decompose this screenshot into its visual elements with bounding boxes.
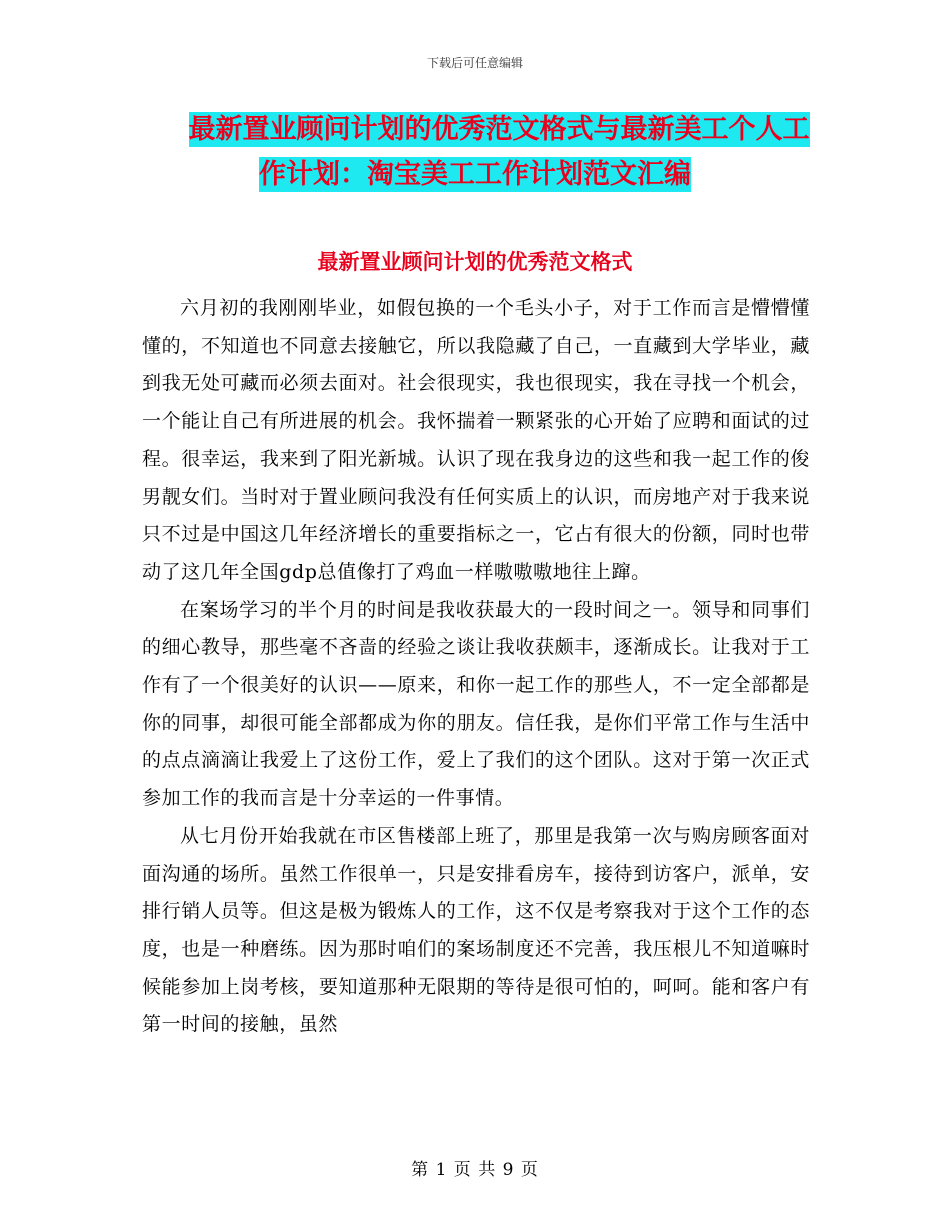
document-title-line-1 bbox=[0, 108, 950, 152]
document-title-line-2 bbox=[0, 153, 950, 197]
section-heading: 最新置业顾问计划的优秀范文格式 bbox=[317, 249, 633, 274]
page-footer: 第 1 页 共 9 页 bbox=[411, 1160, 539, 1180]
paragraph-3: 从七月份开始我就在市区售楼部上班了，那里是我第一次与购房顾客面对面沟通的场所。虽然工作很单一，只是安排看房车，接待到访客户，派单，安排行销人员等。但这是极为锻炼人的工作，这不仅是考察我对于这个工作的态度，也是一种磨练。因为那时咱们的案场制度还不完善，我压根儿不知道嘛时候能参加上岗考核，要知道那种无限期的等待是很可怕的，呵呵。能和客户有第一时间的接触，虽然 bbox=[142, 824, 810, 1036]
paragraph-2: 在案场学习的半个月的时间是我收获最大的一段时间之一。领导和同事们的细心教导，那些毫不吝啬的经验之谈让我收获颇丰，逐渐成长。让我对于工作有了一个很美好的认识——原来，和你一起工作的那些人，不一定全部都是你的同事，却很可能全部都成为你的朋友。信任我，是你们平常工作与生活中的点点滴滴让我爱上了这份工作，爱上了我们的这个团队。这对于第一次正式参加工作的我而言是十分幸运的一件事情。 bbox=[142, 598, 810, 810]
body-text bbox=[142, 290, 810, 1044]
document-title-text-1: 最新置业顾问计划的优秀范文格式与最新美工个人工 bbox=[188, 114, 810, 145]
page-header: 下载后可任意编辑 bbox=[426, 56, 523, 70]
paragraph-1: 六月初的我刚刚毕业，如假包换的一个毛头小子，对于工作而言是懵懵懂懂的，不知道也不同意去接触它，所以我隐藏了自己，一直藏到大学毕业，藏到我无处可藏而必须去面对。社会很现实，我也很现实，我在寻找一个机会，一个能让自己有所进展的机会。我怀揣着一颗紧张的心开始了应聘和面试的过程。很幸运，我来到了阳光新城。认识了现在我身边的这些和我一起工作的俊男靓女们。当时对于置业顾问我没有任何实质上的认识，而房地产对于我来说只不过是中国这几年经济增长的重要指标之一，它占有很大的份额，同时也带动了这几年全国gdp总值像打了鸡血一样嗷嗷嗷地往上蹿。 bbox=[142, 297, 810, 583]
document-title-text-2: 作计划：淘宝美工工作计划范文汇编 bbox=[259, 159, 691, 190]
